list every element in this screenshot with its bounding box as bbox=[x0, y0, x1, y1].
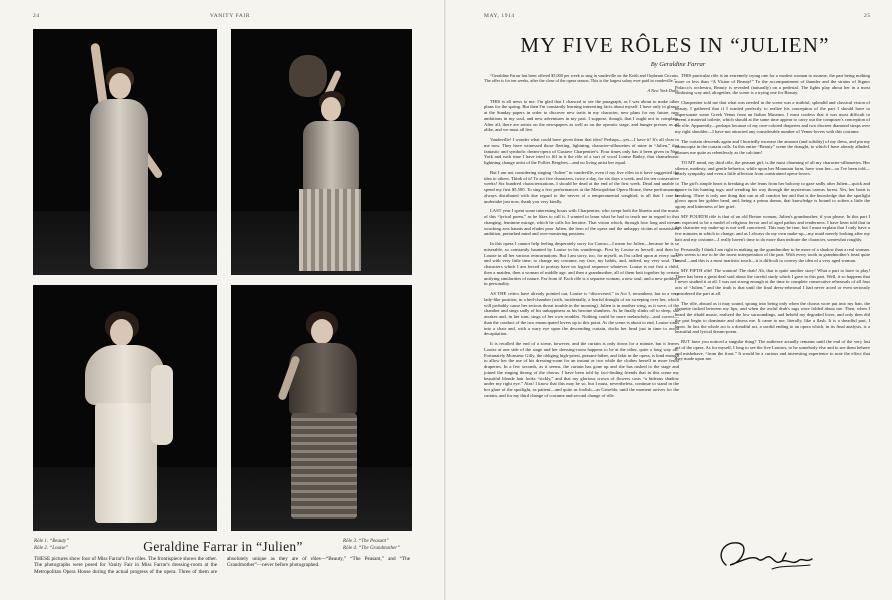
col1-paragraph: It is recalled the end of a scene, however, and the curtain is only down for a minute, but it leaves Louise at one side of the stage and her dressing-room happens to be at the other, quite a long way off. Fortunately Monsieur Gilly, the obliging high-priest, peasant-father, and fakir in the opera, is kind enough to allow her the use of his dressing-room for an instant or two while the clothes herself in more festal draperies. In a few seconds, as it seems, the curtain has gone up and she has rushed to the stage and joined the singing throng of the chorus. I have been told by fact-finding friends that in this scene my beautiful blonde hair looks “sickly,” and that my glorious crown of flowers casts “a hideous shadow under my right eye.” Alas! I know that this may be so, but I must, nevertheless, continue to stand in the hot glare of the spotlight, as patient—and quite as foolish—as Griselda, until the moment arrives for the curtain, and for my third change of costume and second change of rôle. bbox=[484, 341, 679, 398]
captions-right bbox=[343, 539, 400, 552]
article-headline: MY FIVE RÔLES IN “JULIEN” bbox=[520, 33, 830, 57]
captions-left bbox=[34, 539, 69, 552]
col2-paragraph: MY FOURTH rôle is that of an old Breton woman, Julien's grandmother, if you please. In this part I am expected to be a model of religious fervor and of aged pathos and tenderness. I have been told that in this character my make-up is not well conceived. This may be true, but I must explain that I only have a few minutes in which to change, and as I always do my own make-up—my maid merely looking after my hair and my costume—I really haven't time to do more than indicate the character, somewhat roughly. bbox=[675, 213, 870, 242]
col2-paragraph: The girl's simple heart is breaking as she leans from her balcony to gaze sadly after Julien—quick and ignore in his hunting togs, and wending his way through the mysterious canvas forest. Yes, her heart is breaking. There is only one thing that can at all comfort her and that is the knowledge that the spotlight glows upon her golden head, and, being a prima donna, that knowledge is bound to soften a little the agony and bitterness of her grief. bbox=[675, 181, 870, 209]
epigraph: “Geraldine Farrar has been offered $5,000 per week to sing in vaudeville on the Keith and Orpheum Circuits. The offer is for ten weeks, after the close of the opera season. This is the largest salary ever paid in vaudeville.” bbox=[484, 73, 679, 84]
col2-paragraph: BUT have you noticed a singular thing? The audience actually remains until the end of the very last act of the opera. As for myself, I long to see the five Louises, to be somebody else and to see them behave and misbehave, “from the front.” It would be a curious and interesting experience to note the effect that they made upon me. bbox=[675, 339, 870, 362]
caption-role-3: Rôle 3. “The Peasant” bbox=[343, 539, 389, 544]
col1-paragraph: AS THE critics have already pointed out, Louise is “discovered,” in Act I, recumbent, but in a very lady-like position, in a bed-chamber (with, incidentally, a fearful draught of air sweeping over her, which will probably cause her serious throat trouble in the morning). Julien is in another wing, as it were, of the chamber and sings sadly of his unhappiness as his heroine slumbers. As he finally slinks off to sleep, she awakes and, in her turn, sings of her own troubles. Nothing could be more melancholy—and correct—than the conduct of the two emancipated lovers up to this point. As the scene is about to end, Louise sinks into a chair and, with a wary eye upon the descending curtain, ducks her head just in time to avoid decapitation. bbox=[484, 291, 679, 337]
col2-paragraph: Personally I think I am right in making up the grandmother to be more of a shadow than a real woman. This seems to me to be the truest interpretation of the part. With every tooth in grandmother's head quite sound—and this is a most inartistic touch—it is difficult to convey the idea of a very aged woman. bbox=[675, 246, 870, 263]
article-column-1 bbox=[484, 73, 679, 403]
article-byline: By Geraldine Farrar bbox=[650, 61, 706, 68]
col2-paragraph: THIS particular rôle is an extremely trying one for a modest woman to assume, the part being nothing more or less than “A Vision of Beauty!” To the accompaniment of thunder and the strains of Signor Polacco's orchestra, Beauty is revealed (naturally) on a pedestal. The lights play about her in a most confusing way and, altogether, the scene is a trying one for Beauty. bbox=[675, 73, 870, 96]
caption-role-1: Rôle 1. “Beauty” bbox=[34, 539, 69, 544]
epigraph-source: A New York Daily. bbox=[647, 87, 679, 93]
left-folio-title: VANITY FAIR bbox=[209, 13, 251, 19]
col1-paragraph: But I am not considering singing “Julien” in vaudeville, even if my five rôles in it have suggested the idea to others. Think of it! To act five characters, twice a day, for six days a week, and for ten consecutive weeks! Six hundred characterizations. I should be dead at the end of the first week. Dead and unable to spend my first $5,500. To sing a few performances at the Metropolitan Opera House, these performances always distributed with due regard to the nerves of a temperamental songbird, is all that I care to undertake just now, thank you very kindly. bbox=[484, 169, 679, 204]
photo-beauty bbox=[33, 29, 217, 275]
col1-paragraph: In this opera I cannot help feeling desperately sorry for Caruso—I mean for Julien—because he is so miserable, so constantly haunted by Louise in his wanderings. First by Louise as herself, and then by Louise in all her various reincarnations. But I am sorry, too, for myself, as I'm called upon at every turn, and with very little time, to change my costume, my face, my habits, and, indeed, my very soul. The characters which I am forced to portray have no logical sequence whatever. Louise is not first a child, then a maiden, then a woman of middle age, and then a grandmother, all of them knit together by certain unifying similarities of nature. Far from it! Each rôle is a separate woman, a new soul, and a new problem in personality. bbox=[484, 241, 679, 287]
right-folio-number: 25 bbox=[864, 13, 871, 19]
photo-grandmother bbox=[231, 285, 412, 531]
photo-caption-title: Geraldine Farrar in “Julien” bbox=[143, 539, 303, 554]
col2-paragraph: The curtain descends again and I hurriedly increase the amount (and solidity) of my dress, and pin my cornucopia in the curtain calls. In this entire “Beauty” scene the draught, to which I have already alluded, pursues me quite as relentlessly as the calcium! bbox=[675, 138, 870, 155]
article-column-2 bbox=[675, 73, 870, 366]
left-folio-number: 24 bbox=[33, 13, 40, 19]
caption-role-4: Rôle 4. “The Grandmother” bbox=[343, 545, 400, 551]
right-folio-date: MAY, 1914 bbox=[484, 13, 515, 19]
photo-peasant bbox=[231, 29, 412, 275]
caption-role-2: Rôle 2. “Louise” bbox=[34, 545, 69, 551]
col2-paragraph: Charpentier told me that what was needed in the scene was a truthful, splendid and classical vision of beauty. I gathered that if I wanted perfectly to realize his conception of the part I should have to impersonate some Greek Venus from an Italian Museum. I must confess that it was most difficult to invent a material toilette, which should at the same time appear to carry out the composer's conception of the rôle. Apparently—perhaps because of my rose-colored draperies and two discreet diamond straps over my right shoulder—I have not attracted any considerable number of Venus-lovers with this costume. bbox=[675, 100, 870, 134]
col2-paragraph: The rôle, absurd as it may sound, sprang into being only when the chorus wore put into my hair, the cigarette tucked between my lips, and when the awful drab's rags were folded about me. Then, when I heard the ribald music, realized the low surroundings, and beheld my degraded lover, and only then did the part begin to dominate and obsess me. It came to me, literally, like a flash. It is a dreadful part, I know. In fact the whole act is a dreadful act, a sordid ending to an opera which, in its final analysis, is a beautiful and lyrical dream-poem. bbox=[675, 300, 870, 335]
col1-paragraph: LAST year I spent some interesting hours with Charpentier, who swept both the libretto and the music of this “lyrical poem,” as he likes to call it. I wanted to learn what he had to teach me in regard to that changing, feminine mirage, which he calls his heroine. That vision which, through four long and nerve-wracking acts haunts and eludes poor Julien, the hero of the opera and the unhappy victim of unsatisfied ambition, perturbed mind and over-mastering passions. bbox=[484, 208, 679, 237]
author-signature bbox=[712, 535, 822, 579]
col1-paragraph: THIS is all news to me. I'm glad that I chanced to see the paragraph, as I was about to make other plans for the spring. But then I'm constantly learning interesting facts about myself. I have only to glance at the Sunday papers in order to discover new traits in my character, new plans for my future, new ambitions in my soul, and new adventures in my past. I suppose, though, that I ought not to complain. After all, there are artists on the newspapers as well as on the operatic stage, and hunger presses us all alike, and we must all live. bbox=[484, 98, 679, 133]
col1-paragraph: Vaudeville! I wonder what could have given them that idea? Perhaps—yes—I have it! It's all clear to me now. They have witnessed those fleeting, lightning, character-silhouettes of mine in “Julien,” that fantastic and symbolic dream-opera of Gustave Charpentier's. Four times only has it been given in New York and each time I have tried to fill in it the rôle of a sort of vocal Louise Bailey, that chameleonic lightning change artist of the Follies Bergères—and no living artist her equal. bbox=[484, 137, 679, 166]
col2-paragraph: TO MY mind, my third rôle, the peasant girl, is the most charming of all my character-silhouettes. Her silence, modesty, and gentle behavior, while upon her Mountain farm, have won her—so I've been told—nearly sympathy and even a little affection from constrained opera-lovers. bbox=[675, 159, 870, 177]
photo-caption-body: THESE pictures show four of Miss Farrar's five rôles. The frontispiece shows the other. The photographs were posed for Vanity Fair in Miss Farrar's dressing-room at the Metropolitan Opera House during the actual progress of the opera. Three of them are absolutely unique as they are of rôles—“Beauty,” “The Peasant,” and “The Grandmother”—never before photographed. bbox=[34, 556, 410, 575]
photo-louise bbox=[33, 285, 217, 531]
col2-paragraph: MY FIFTH rôle! The wanton! The drab! Ah, that is quite another story! What a part to have to play! There has been a great deal said about the careful study which I gave to this part. Well, it so happens that I never studied it at all. I was not strong enough at the time to complete consecutive rehearsals of all four acts of “Julien,” and the truth is that until the final dress-rehearsal I had never acted or even seriously considered the part at all. bbox=[675, 267, 870, 296]
